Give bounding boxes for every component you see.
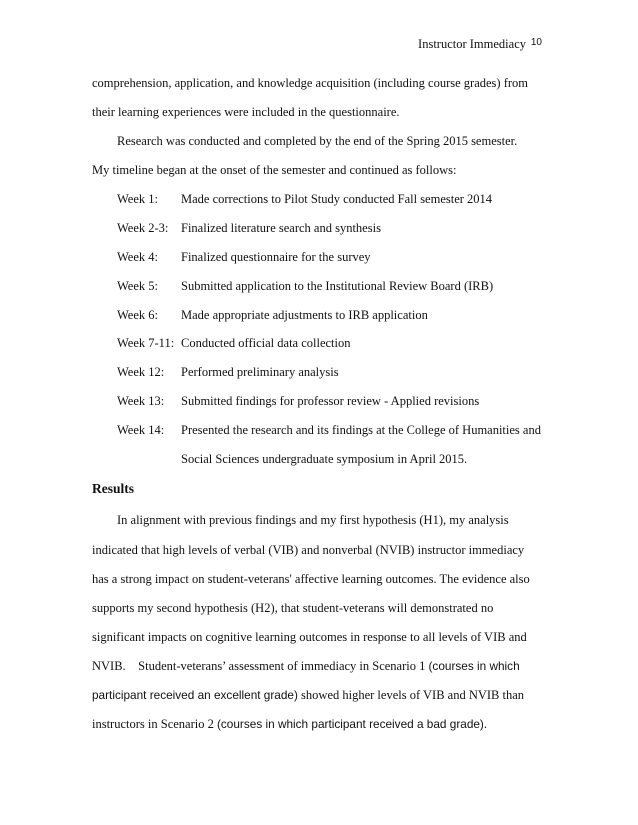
timeline-week-label: Week 2-3: — [117, 221, 169, 235]
timeline-week-description: Conducted official data collection — [181, 336, 351, 350]
intro-line-2: their learning experiences were included in the questionnaire. — [92, 105, 400, 119]
timeline-week-description: Presented the research and its findings at the College of Humanities and — [181, 423, 541, 437]
timeline-week-label: Week 1: — [117, 192, 158, 206]
results-line-6-text: NVIB. Student-veterans’ assessment of immediacy in Scenario 1 — [92, 659, 429, 673]
results-line-8-aside: (courses in which participant received a bad grade) — [216, 717, 484, 731]
results-line-6-aside: (courses in which — [428, 659, 520, 673]
results-line-3: has a strong impact on student-veterans' affective learning outcomes. The evidence also — [92, 572, 530, 586]
timeline-week-description: Performed preliminary analysis — [181, 365, 339, 379]
results-line-6 — [92, 658, 520, 674]
timeline-week-label: Week 6: — [117, 308, 158, 322]
results-line-4: supports my second hypothesis (H2), that student-veterans will demonstrated no — [92, 601, 494, 615]
timeline-week-description: Finalized questionnaire for the survey — [181, 250, 371, 264]
intro-line-1: comprehension, application, and knowledge acquisition (including course grades) from — [92, 76, 528, 90]
results-line-2: indicated that high levels of verbal (VIB) and nonverbal (NVIB) instructor immediacy — [92, 543, 525, 557]
results-line-8-period: . — [483, 717, 487, 731]
intro-line-3: Research was conducted and completed by the end of the Spring 2015 semester. — [117, 134, 518, 148]
results-line-7 — [92, 687, 524, 703]
timeline-week-label: Week 13: — [117, 394, 165, 408]
intro-line-4: My timeline began at the onset of the semester and continued as follows: — [92, 163, 457, 177]
timeline-week-label: Week 4: — [117, 250, 158, 264]
page-number: 10 — [530, 37, 542, 48]
running-head: Instructor Immediacy — [418, 37, 526, 51]
timeline-week-description: Submitted findings for professor review - Applied revisions — [181, 394, 480, 408]
page-header — [0, 37, 638, 57]
timeline-week-label: Week 14: — [117, 423, 165, 437]
results-line-5: significant impacts on cognitive learning outcomes in response to all levels of VIB and — [92, 630, 527, 644]
timeline-week-description: Finalized literature search and synthesis — [181, 221, 381, 235]
timeline-week-description: Made appropriate adjustments to IRB application — [181, 308, 428, 322]
timeline-week-label: Week 5: — [117, 279, 158, 293]
results-line-8-text: instructors in Scenario 2 — [92, 717, 217, 731]
results-line-1: In alignment with previous findings and my first hypothesis (H1), my analysis — [117, 513, 509, 527]
results-line-7-text: showed higher levels of VIB and NVIB than — [297, 688, 525, 702]
timeline-week-label: Week 12: — [117, 365, 165, 379]
results-line-7-aside: participant received an excellent grade) — [92, 688, 298, 702]
timeline-week-label: Week 7-11: — [117, 336, 175, 350]
timeline-week-description: Submitted application to the Institutional Review Board (IRB) — [181, 279, 494, 293]
timeline-week-description: Made corrections to Pilot Study conducted Fall semester 2014 — [181, 192, 493, 206]
timeline-continuation: Social Sciences undergraduate symposium in April 2015. — [181, 452, 468, 466]
results-heading: Results — [92, 481, 135, 496]
results-line-8 — [92, 716, 487, 732]
